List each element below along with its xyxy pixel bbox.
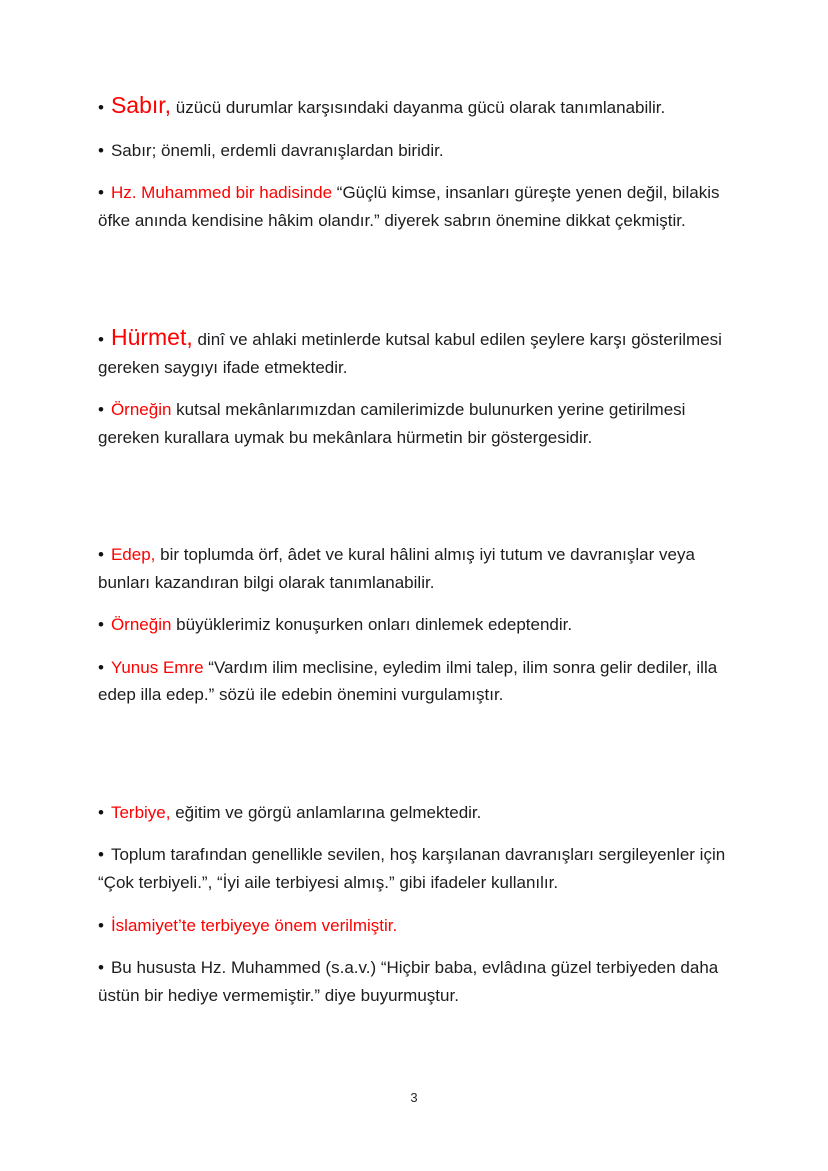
section-hurmet — [98, 324, 732, 451]
bullet-icon: • — [98, 958, 104, 978]
page-number: 3 — [410, 1090, 418, 1105]
paragraph-text: “Vardım ilim meclisine, eyledim ilmi talep, ilim sonra gelir dediler, illa edep illa edep.” sözü ile edebin önemini vurgulamıştır. — [98, 657, 718, 705]
paragraph-text: Toplum tarafından genellikle sevilen, hoş karşılanan davranışları sergileyenler için “Çok terbiyeli.”, “İyi aile terbiyesi almış.” gibi ifadeler kullanılır. — [98, 845, 726, 892]
paragraph-terbiye-definition — [98, 799, 732, 827]
bullet-icon: • — [98, 802, 104, 822]
bullet-icon: • — [98, 98, 104, 117]
term-terbiye: Terbiye, — [110, 802, 171, 822]
paragraph-hurmet-definition — [98, 324, 732, 381]
term-edep: Edep, — [110, 545, 156, 565]
section-edep — [98, 541, 732, 709]
paragraph-sabir-virtue — [98, 137, 732, 165]
paragraph-text: eğitim ve görgü anlamlarına gelmektedir. — [170, 802, 482, 822]
bullet-icon: • — [98, 183, 104, 203]
paragraph-text: Bu hususta Hz. Muhammed (s.a.v.) “Hiçbir baba, evlâdına güzel terbiyeden daha üstün bir hediye vermemiştir.” diye buyurmuştur. — [98, 958, 719, 1005]
section-terbiye — [98, 799, 732, 1009]
paragraph-hurmet-example — [98, 396, 732, 451]
term-islamiyet-terbiye: İslamiyet’te terbiyeye önem verilmiştir. — [110, 915, 398, 935]
paragraph-text: büyüklerimiz konuşurken onları dinlemek edeptendir. — [171, 615, 573, 635]
paragraph-terbiye-hadith — [98, 954, 732, 1009]
paragraph-terbiye-islam — [98, 912, 732, 940]
page-footer — [0, 1090, 828, 1105]
bullet-icon: • — [98, 845, 104, 865]
paragraph-text: kutsal mekânlarımızdan camilerimizde bulunurken yerine getirilmesi gereken kurallara uymak bu mekânlara hürmetin bir göstergesidir. — [98, 400, 686, 447]
bullet-icon: • — [98, 545, 104, 565]
bullet-icon: • — [98, 400, 104, 420]
term-hz-muhammed-hadis: Hz. Muhammed bir hadisinde — [110, 183, 333, 203]
bullet-icon: • — [98, 657, 104, 677]
paragraph-edep-example — [98, 611, 732, 639]
bullet-icon: • — [98, 330, 104, 350]
term-ornegin: Örneğin — [110, 615, 172, 635]
section-sabir — [98, 92, 732, 234]
term-hurmet: Hürmet, — [110, 324, 193, 351]
paragraph-text: bir toplumda örf, âdet ve kural hâlini almış iyi tutum ve davranışlar veya bunları kazandıran bilgi olarak tanımlanabilir. — [98, 545, 695, 592]
paragraph-sabir-definition — [98, 92, 732, 122]
paragraph-sabir-hadith — [98, 179, 732, 234]
bullet-icon: • — [98, 140, 104, 160]
term-ornegin: Örneğin — [110, 400, 172, 420]
term-sabir: Sabır, — [110, 92, 172, 118]
bullet-icon: • — [98, 615, 104, 635]
paragraph-text: “Güçlü kimse, insanları güreşte yenen değil, bilakis öfke anında kendisine hâkim olandır.” diyerek sabrın önemine dikkat çekmiştir. — [98, 183, 720, 230]
paragraph-terbiye-society — [98, 841, 732, 896]
paragraph-edep-definition — [98, 541, 732, 596]
term-yunus-emre: Yunus Emre — [110, 657, 204, 677]
paragraph-text: üzücü durumlar karşısındaki dayanma gücü olarak tanımlanabilir. — [171, 98, 666, 117]
paragraph-edep-yunus-emre — [98, 654, 732, 709]
paragraph-text: Sabır; önemli, erdemli davranışlardan biridir. — [110, 140, 444, 160]
paragraph-text: dinî ve ahlaki metinlerde kutsal kabul edilen şeylere karşı gösterilmesi gereken saygıyı ifade etmektedir. — [98, 330, 722, 377]
bullet-icon: • — [98, 915, 104, 935]
